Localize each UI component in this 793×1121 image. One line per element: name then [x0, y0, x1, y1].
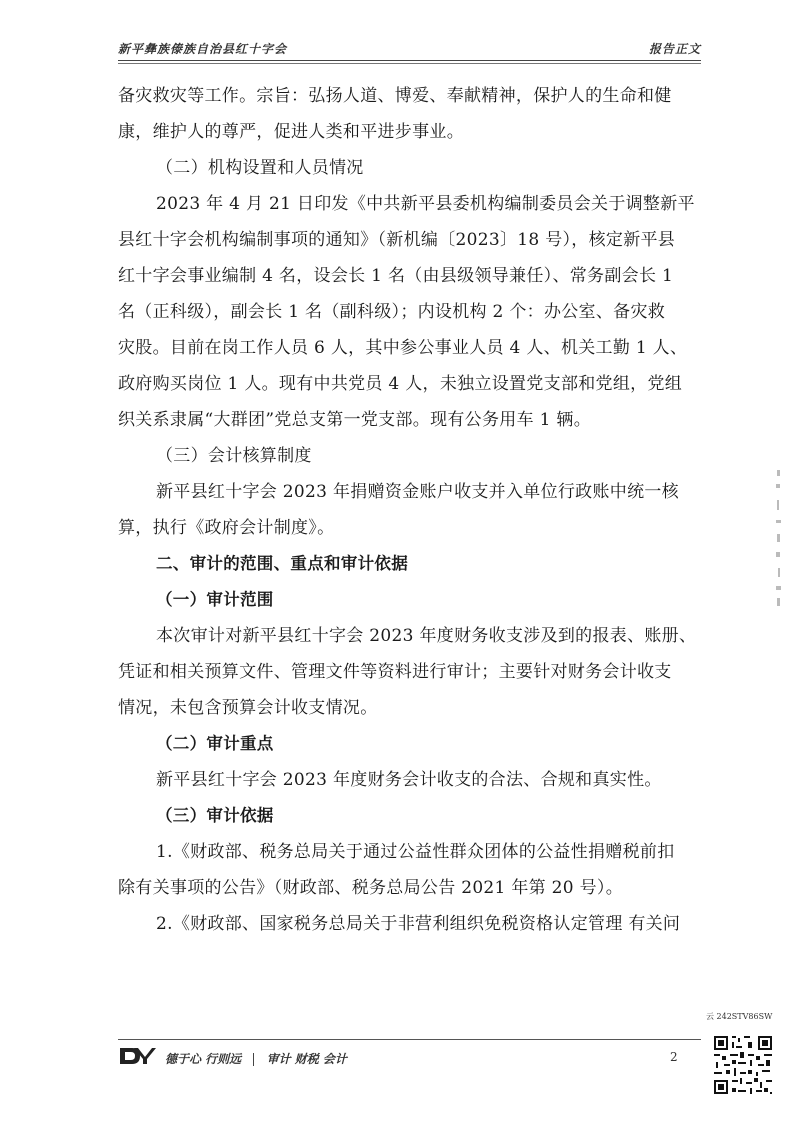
- footer-separator: [253, 1053, 254, 1066]
- paragraph-line: 新平县红十字会 2023 年度财务会计收支的合法、合规和真实性。: [156, 770, 662, 790]
- paragraph-line: 2.《财政部、国家税务总局关于非营利组织免税资格认定管理 有关问: [156, 914, 681, 934]
- paragraph-line: 2023 年 4 月 21 日印发《中共新平县委机构编制委员会关于调整新平: [156, 194, 695, 214]
- header-doc-type: 报告正文: [648, 42, 701, 56]
- chapter-heading: 二、审计的范围、重点和审计依据: [156, 554, 408, 573]
- paragraph-line: 备灾救灾等工作。宗旨：弘扬人道、博爱、奉献精神，保护人的生命和健: [118, 86, 672, 106]
- footer-services: 审计 财税 会计: [266, 1052, 347, 1066]
- section-heading: （一）审计范围: [156, 590, 274, 609]
- paragraph-line: 1.《财政部、税务总局关于通过公益性群众团体的公益性捐赠税前扣: [156, 842, 675, 862]
- paragraph-line: 县红十字会机构编制事项的通知》（新机编〔2023〕18 号），核定新平县: [118, 230, 676, 250]
- footer-slogan: 德于心 行则远: [165, 1052, 242, 1066]
- paragraph-line: 灾股。目前在岗工作人员 6 人，其中参公事业人员 4 人、机关工勤 1 人、: [118, 338, 688, 358]
- header-org-name: 新平彝族傣族自治县红十字会: [118, 42, 288, 56]
- page-edge-stamp: [772, 470, 786, 610]
- paragraph-line: 本次审计对新平县红十字会 2023 年度财务收支涉及到的报表、账册、: [156, 626, 697, 646]
- qr-code-icon: [712, 1034, 774, 1096]
- section-heading: （二）审计重点: [156, 734, 274, 753]
- footer-rule: [118, 1039, 701, 1040]
- section-heading: （三）会计核算制度: [156, 446, 312, 466]
- paragraph-line: 情况，未包含预算会计收支情况。: [118, 698, 378, 718]
- paragraph-line: 算，执行《政府会计制度》。: [118, 518, 335, 538]
- document-body: [118, 78, 703, 942]
- section-heading: （二）机构设置和人员情况: [156, 158, 364, 178]
- paragraph-line: 康，维护人的尊严，促进人类和平进步事业。: [118, 122, 464, 142]
- paragraph-line: 名（正科级），副会长 1 名（副科级）；内设机构 2 个：办公室、备灾救: [118, 302, 666, 322]
- paragraph-line: 政府购买岗位 1 人。现有中共党员 4 人，未独立设置党支部和党组，党组: [118, 374, 683, 394]
- paragraph-line: 凭证和相关预算文件、管理文件等资料进行审计；主要针对财务会计收支: [118, 662, 672, 682]
- header-rule: [118, 60, 701, 61]
- section-heading: （三）审计依据: [156, 806, 274, 825]
- footer-slogan-row: [165, 1050, 347, 1067]
- page-number: 2: [670, 1050, 678, 1064]
- paragraph-line: 红十字会事业编制 4 名，设会长 1 名（由县级领导兼任）、常务副会长 1: [118, 266, 674, 286]
- paragraph-line: 除有关事项的公告》（财政部、税务总局公告 2021 年第 20 号）。: [118, 878, 624, 898]
- paragraph-line: 新平县红十字会 2023 年捐赠资金账户收支并入单位行政账中统一核: [156, 482, 679, 502]
- paragraph-line: 织关系隶属“大群团”党总支第一党支部。现有公务用车 1 辆。: [118, 410, 592, 430]
- firm-logo-icon: [118, 1045, 158, 1067]
- verification-code: 云 242STV86SW: [706, 1012, 773, 1021]
- header-rule-thin: [118, 63, 701, 64]
